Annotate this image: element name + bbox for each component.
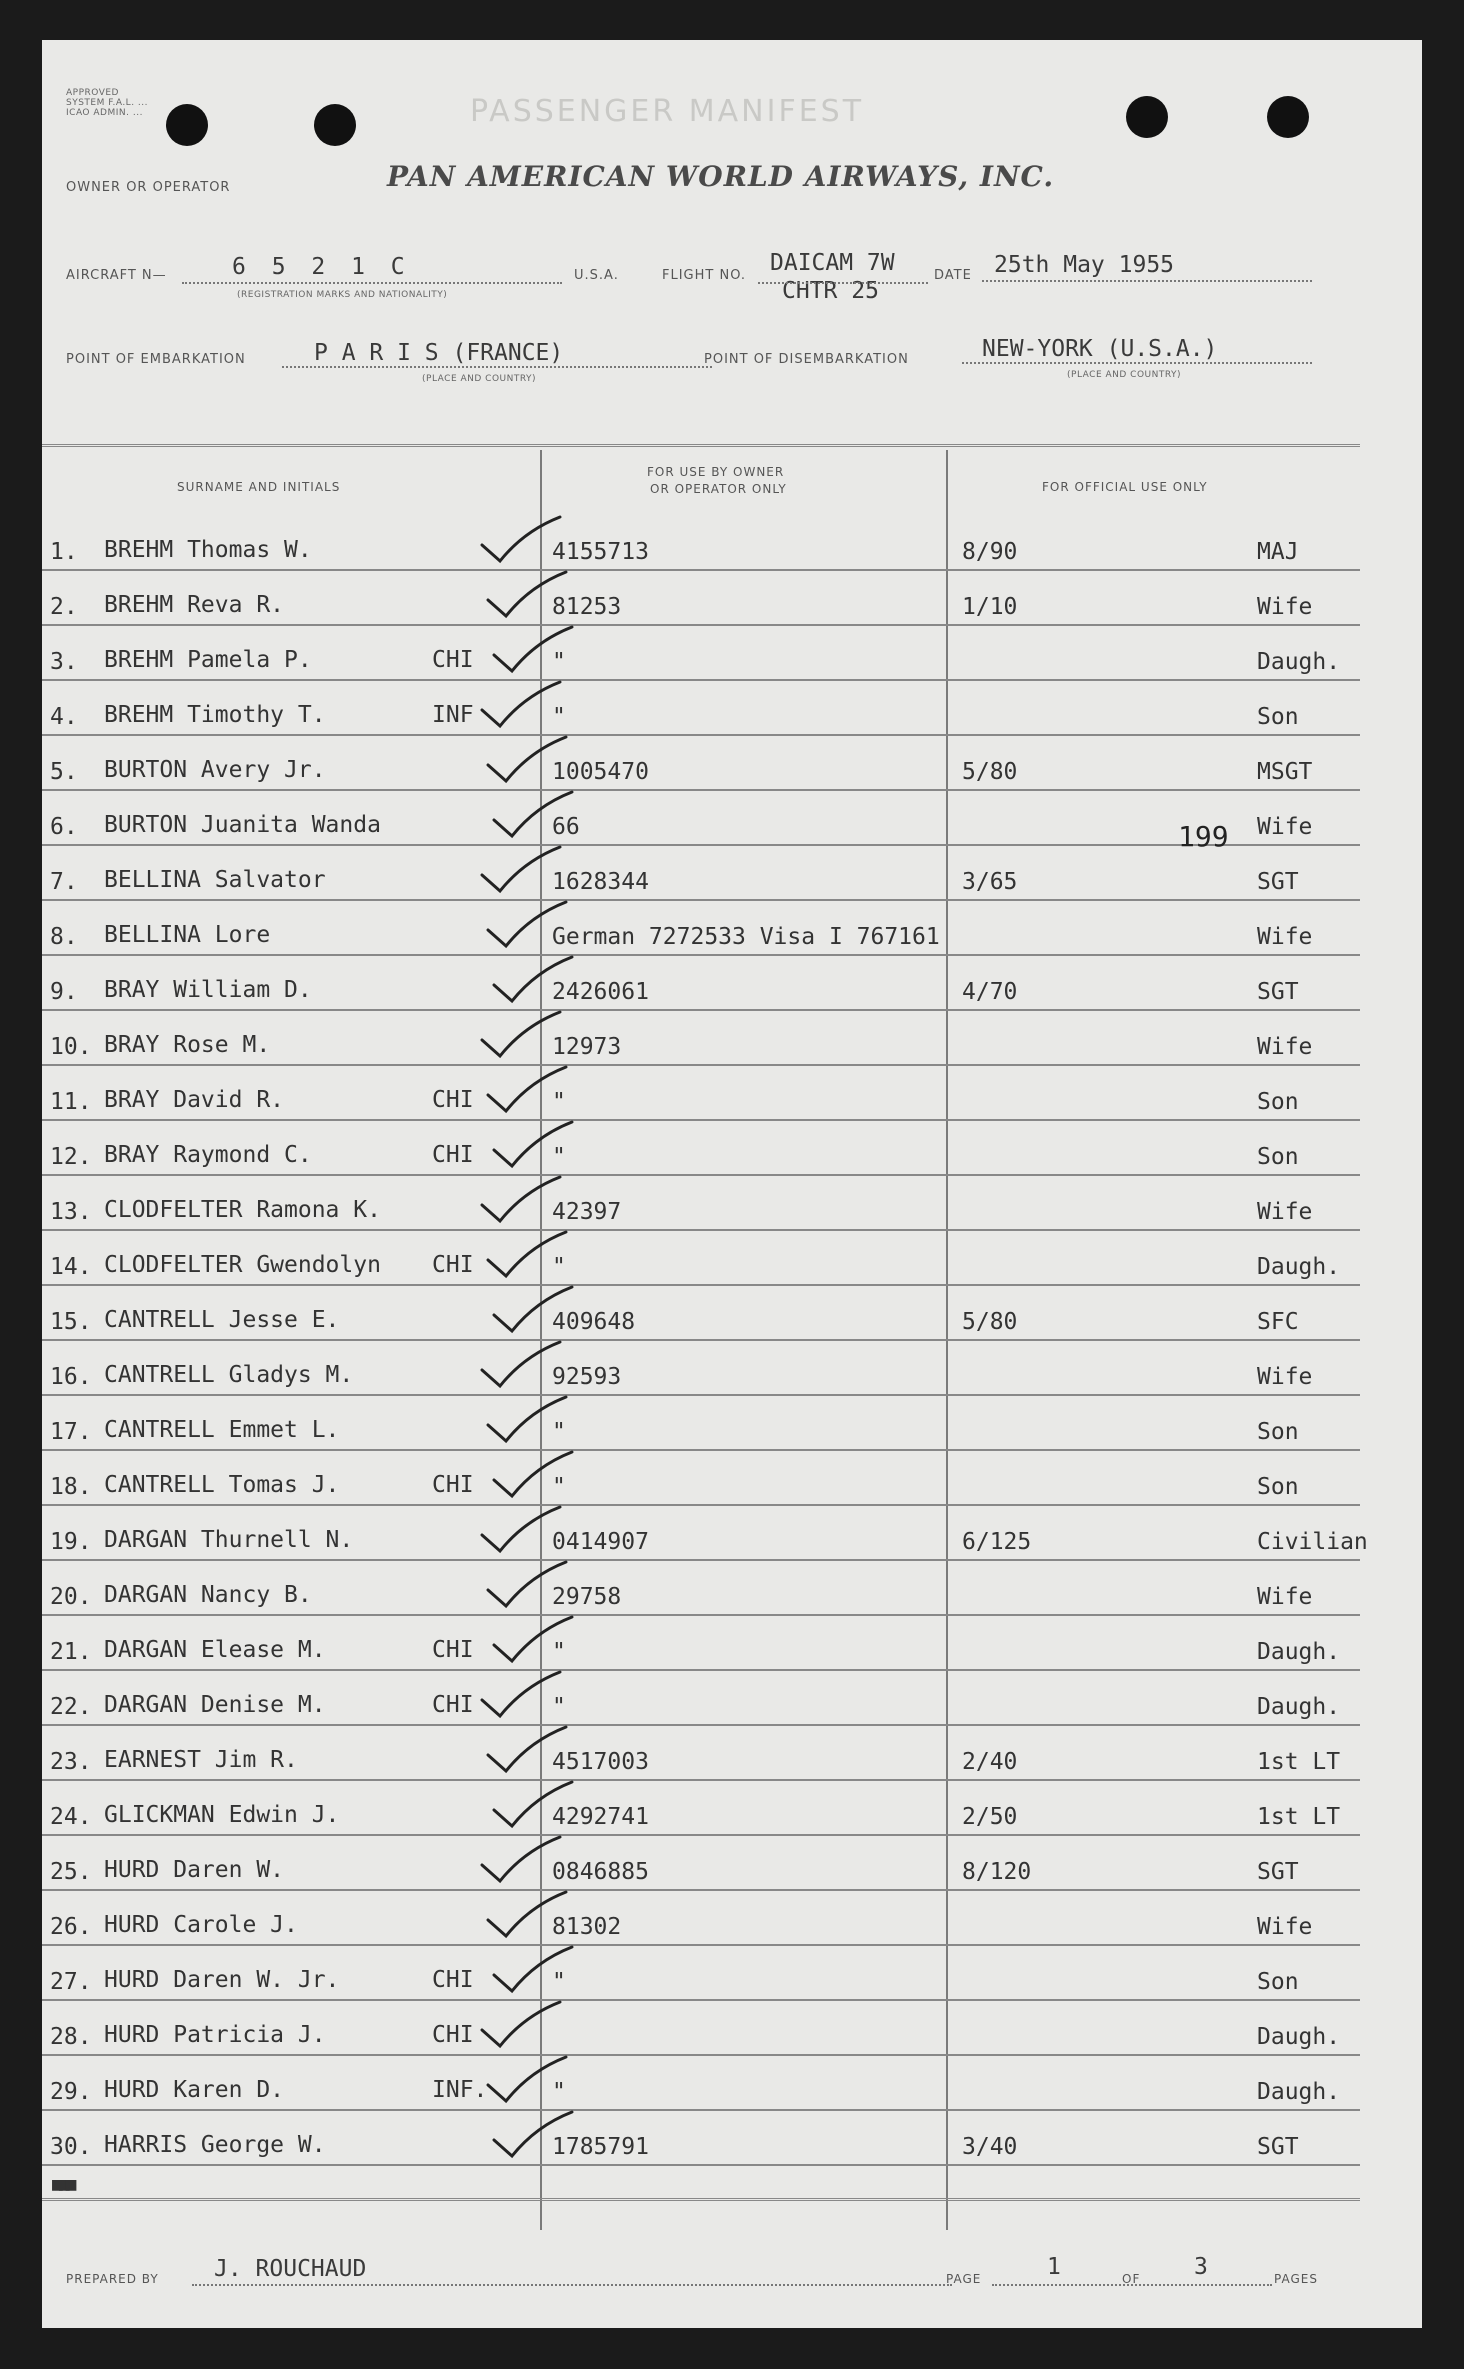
passenger-row (42, 1506, 1368, 1561)
passenger-relation: Daugh. (1257, 1639, 1341, 1665)
passenger-number: 3. (50, 649, 78, 675)
passenger-number: 10. (50, 1034, 92, 1060)
passenger-number: 27. (50, 1969, 92, 1995)
passenger-row (42, 1011, 1360, 1066)
passenger-name: HURD Carole J. (104, 1912, 298, 1938)
passenger-id-number: " (552, 1089, 566, 1115)
check-mark-icon (462, 1171, 592, 1231)
aircraft-dotline (182, 282, 562, 284)
passenger-name: CANTRELL Emmet L. (104, 1417, 340, 1443)
passenger-number: 29. (50, 2079, 92, 2105)
check-mark-icon (462, 566, 592, 626)
passenger-relation: Son (1257, 1089, 1299, 1115)
check-mark-icon (462, 1886, 592, 1946)
passenger-row (42, 571, 1360, 626)
passenger-row (42, 2111, 1360, 2166)
passenger-row (42, 1671, 1360, 1726)
passenger-row (42, 1616, 1360, 1671)
punch-hole-right-2 (1267, 96, 1309, 138)
passenger-name: DARGAN Denise M. (104, 1692, 326, 1718)
passenger-relation: Son (1257, 1419, 1299, 1445)
prepared-label: PREPARED BY (66, 2272, 159, 2286)
passenger-number: 2. (50, 594, 78, 620)
passenger-id-number: " (552, 649, 566, 675)
check-mark-icon (462, 1556, 592, 1616)
date-dotline (982, 280, 1312, 282)
passenger-relation: Son (1257, 1474, 1299, 1500)
passenger-relation: Wife (1257, 1914, 1313, 1940)
passenger-id-number: 12973 (552, 1034, 622, 1060)
passenger-relation: Wife (1257, 1199, 1313, 1225)
passenger-relation: SGT (1257, 869, 1299, 895)
passenger-name: BREHM Thomas W. (104, 537, 312, 563)
check-mark-icon (462, 1721, 592, 1781)
passenger-age-tag: CHI (432, 1252, 474, 1278)
passenger-code: 3/40 (962, 2134, 1018, 2160)
passenger-number: 11. (50, 1089, 92, 1115)
passenger-number: 20. (50, 1584, 92, 1610)
prepared-by: J. ROUCHAUD (214, 2256, 367, 2282)
passenger-name: BRAY Rose M. (104, 1032, 271, 1058)
embark-label: POINT OF EMBARKATION (66, 352, 246, 367)
check-mark-icon (462, 1666, 592, 1726)
passenger-age-tag: CHI (432, 1692, 474, 1718)
passenger-id-number: 29758 (552, 1584, 622, 1610)
passenger-row (42, 1836, 1360, 1891)
passenger-id-number: 0846885 (552, 1859, 649, 1885)
table-bottom-rule (42, 2198, 1360, 2201)
passenger-code: 5/80 (962, 759, 1018, 785)
passenger-relation: Son (1257, 1969, 1299, 1995)
passenger-id-number: " (552, 1254, 566, 1280)
passenger-number: 28. (50, 2024, 92, 2050)
passenger-relation: MSGT (1257, 759, 1313, 785)
check-mark-icon (462, 2051, 592, 2111)
aircraft-caption: (REGISTRATION MARKS AND NATIONALITY) (237, 290, 448, 300)
date-label: DATE (934, 268, 972, 283)
passenger-number: 19. (50, 1529, 92, 1555)
flight-line2: CHTR 25 (782, 278, 879, 304)
manifest-page (42, 40, 1422, 2328)
check-mark-icon (462, 1281, 592, 1341)
disembark-label: POINT OF DISEMBARKATION (704, 352, 909, 367)
passenger-row (42, 1451, 1360, 1506)
passenger-name: HURD Karen D. (104, 2077, 285, 2103)
passenger-relation: Wife (1257, 1364, 1313, 1390)
passenger-name: DARGAN Elease M. (104, 1637, 326, 1663)
passenger-row (42, 1341, 1360, 1396)
passenger-relation: SFC (1257, 1309, 1299, 1335)
aircraft-label: AIRCRAFT N— (66, 268, 167, 283)
table-top-rule (42, 444, 1360, 447)
passenger-code: 2/40 (962, 1749, 1018, 1775)
passenger-id-number: 2426061 (552, 979, 649, 1005)
passenger-number: 4. (50, 704, 78, 730)
passenger-id-number: 92593 (552, 1364, 622, 1390)
col-official-header: FOR OFFICIAL USE ONLY (1042, 480, 1208, 494)
check-mark-icon (462, 1446, 592, 1506)
col-surname-header: SURNAME AND INITIALS (177, 480, 341, 494)
passenger-row (42, 1121, 1360, 1176)
passenger-code: 6/125 (962, 1529, 1032, 1555)
check-mark-icon (462, 1831, 592, 1891)
passenger-relation: 1st LT (1257, 1749, 1341, 1775)
passenger-relation: Daugh. (1257, 2079, 1341, 2105)
embark-caption: (PLACE AND COUNTRY) (422, 374, 537, 384)
passenger-row (42, 1231, 1360, 1286)
check-mark-icon (462, 1006, 592, 1066)
passenger-age-tag: INF (432, 702, 474, 728)
passenger-age-tag: CHI (432, 1142, 474, 1168)
passenger-id-number: " (552, 1474, 566, 1500)
check-mark-icon (462, 1391, 592, 1451)
usa-label: U.S.A. (574, 268, 619, 283)
passenger-row (42, 791, 1360, 846)
passenger-number: 30. (50, 2134, 92, 2160)
passenger-code: 8/120 (962, 1859, 1032, 1885)
passenger-relation: Daugh. (1257, 1694, 1341, 1720)
passenger-number: 16. (50, 1364, 92, 1390)
page-number: 1 (1047, 2254, 1061, 2280)
passenger-number: 25. (50, 1859, 92, 1885)
passenger-code: 4/70 (962, 979, 1018, 1005)
check-mark-icon (462, 786, 592, 846)
passenger-row (42, 1946, 1360, 2001)
passenger-number: 5. (50, 759, 78, 785)
passenger-row (42, 736, 1360, 791)
passenger-row (42, 901, 1360, 956)
passenger-id-number: 1005470 (552, 759, 649, 785)
punch-hole-left-2 (314, 104, 356, 146)
passenger-row (42, 1781, 1360, 1836)
passenger-age-tag: CHI (432, 2022, 474, 2048)
passenger-code: 2/50 (962, 1804, 1018, 1830)
check-mark-icon (462, 1611, 592, 1671)
disembark-caption: (PLACE AND COUNTRY) (1067, 370, 1182, 380)
passenger-name: BELLINA Lore (104, 922, 271, 948)
passenger-row (42, 1396, 1360, 1451)
passenger-name: BREHM Reva R. (104, 592, 285, 618)
passenger-row (42, 1286, 1360, 1341)
passenger-age-tag: INF. (432, 2077, 488, 2103)
flight-dotline (758, 282, 928, 284)
punch-hole-left-1 (166, 104, 208, 146)
passenger-relation: Wife (1257, 814, 1313, 840)
passenger-age-tag: CHI (432, 1472, 474, 1498)
passenger-relation: Son (1257, 704, 1299, 730)
passenger-number: 12. (50, 1144, 92, 1170)
passenger-number: 18. (50, 1474, 92, 1500)
date-value: 25th May 1955 (994, 252, 1175, 278)
passenger-relation: Daugh. (1257, 649, 1341, 675)
passenger-number: 1. (50, 539, 78, 565)
passenger-name: BRAY David R. (104, 1087, 285, 1113)
passenger-code: 5/80 (962, 1309, 1018, 1335)
passenger-name: BURTON Avery Jr. (104, 757, 326, 783)
check-mark-icon (462, 621, 592, 681)
passenger-code: 1/10 (962, 594, 1018, 620)
passenger-relation: Wife (1257, 594, 1313, 620)
passenger-code: 8/90 (962, 539, 1018, 565)
passenger-code: 3/65 (962, 869, 1018, 895)
passenger-relation: Wife (1257, 1034, 1313, 1060)
passenger-relation: SGT (1257, 979, 1299, 1005)
passenger-relation: Son (1257, 1144, 1299, 1170)
passenger-id-number: 4517003 (552, 1749, 649, 1775)
passenger-row (42, 516, 1360, 571)
passenger-name: CANTRELL Gladys M. (104, 1362, 354, 1388)
passenger-id-number: " (552, 1144, 566, 1170)
passenger-age-tag: CHI (432, 1637, 474, 1663)
passenger-row (42, 626, 1360, 681)
check-mark-icon (462, 1776, 592, 1836)
of-label: OF (1122, 2272, 1141, 2286)
punch-hole-right-1 (1126, 96, 1168, 138)
passenger-name: HURD Daren W. Jr. (104, 1967, 340, 1993)
check-mark-icon (462, 1336, 592, 1396)
embark-dotline (282, 366, 712, 368)
check-mark-icon (462, 841, 592, 901)
end-mark: ■■■ (52, 2174, 73, 2195)
embark-value: P A R I S (FRANCE) (314, 340, 564, 366)
passenger-name: CANTRELL Tomas J. (104, 1472, 340, 1498)
passenger-relation: SGT (1257, 1859, 1299, 1885)
check-mark-icon (462, 511, 592, 571)
passenger-name: DARGAN Thurnell N. (104, 1527, 354, 1553)
margin-mark: 199 (1178, 820, 1229, 853)
passenger-id-number: 1628344 (552, 869, 649, 895)
passenger-number: 22. (50, 1694, 92, 1720)
passenger-number: 23. (50, 1749, 92, 1775)
passenger-number: 8. (50, 924, 78, 950)
check-mark-icon (462, 1061, 592, 1121)
passenger-row (42, 956, 1360, 1011)
passenger-id-number: German 7272533 Visa I 767161 (552, 924, 940, 950)
passenger-age-tag: CHI (432, 647, 474, 673)
passenger-row (42, 1891, 1360, 1946)
col-owner-header-1: FOR USE BY OWNER (647, 465, 785, 479)
passenger-name: BREHM Pamela P. (104, 647, 312, 673)
flight-label: FLIGHT NO. (662, 268, 747, 283)
passenger-id-number: 409648 (552, 1309, 636, 1335)
row-rule (42, 2164, 1360, 2166)
passenger-row (42, 2001, 1360, 2056)
disembark-dotline (962, 362, 1312, 364)
passenger-row (42, 1561, 1360, 1616)
check-mark-icon (462, 951, 592, 1011)
passenger-name: HURD Daren W. (104, 1857, 285, 1883)
passenger-number: 17. (50, 1419, 92, 1445)
page-label: PAGE (946, 2272, 982, 2286)
company-name: PAN AMERICAN WORLD AIRWAYS, INC. (387, 160, 1055, 193)
passenger-number: 14. (50, 1254, 92, 1280)
passenger-name: GLICKMAN Edwin J. (104, 1802, 340, 1828)
passenger-relation: Wife (1257, 924, 1313, 950)
passenger-row (42, 681, 1360, 736)
passenger-number: 26. (50, 1914, 92, 1940)
passenger-id-number: " (552, 2079, 566, 2105)
passenger-id-number: 81253 (552, 594, 622, 620)
owner-label: OWNER OR OPERATOR (66, 180, 231, 195)
disembark-value: NEW-YORK (U.S.A.) (982, 336, 1218, 362)
passenger-id-number: " (552, 1419, 566, 1445)
passenger-id-number: 1785791 (552, 2134, 649, 2160)
passenger-relation: Civilian (1257, 1529, 1368, 1555)
check-mark-icon (462, 1501, 592, 1561)
check-mark-icon (462, 1116, 592, 1176)
col-owner-header-2: OR OPERATOR ONLY (650, 482, 787, 496)
passenger-id-number: 0414907 (552, 1529, 649, 1555)
passenger-number: 9. (50, 979, 78, 1005)
passenger-relation: Daugh. (1257, 2024, 1341, 2050)
passenger-name: EARNEST Jim R. (104, 1747, 298, 1773)
approval-note: APPROVED SYSTEM F.A.L. ... ICAO ADMIN. ... (66, 88, 149, 118)
passenger-id-number: 81302 (552, 1914, 622, 1940)
passenger-name: BRAY William D. (104, 977, 312, 1003)
passenger-relation: MAJ (1257, 539, 1299, 565)
passenger-name: BREHM Timothy T. (104, 702, 326, 728)
page-total: 3 (1194, 2254, 1208, 2280)
passenger-number: 15. (50, 1309, 92, 1335)
passenger-name: BELLINA Salvator (104, 867, 326, 893)
passenger-row (42, 1176, 1360, 1231)
passenger-name: DARGAN Nancy B. (104, 1582, 312, 1608)
check-mark-icon (462, 1941, 592, 2001)
check-mark-icon (462, 1226, 592, 1286)
passenger-number: 6. (50, 814, 78, 840)
passenger-number: 24. (50, 1804, 92, 1830)
passenger-id-number: " (552, 1694, 566, 1720)
passenger-list (42, 516, 1368, 2166)
passenger-age-tag: CHI (432, 1967, 474, 1993)
passenger-id-number: " (552, 704, 566, 730)
passenger-row (42, 846, 1360, 901)
form-title: PASSENGER MANIFEST (470, 94, 865, 129)
passenger-number: 21. (50, 1639, 92, 1665)
passenger-row (42, 2056, 1360, 2111)
flight-line1: DAICAM 7W (770, 250, 895, 276)
passenger-row (42, 1726, 1360, 1781)
passenger-name: HARRIS George W. (104, 2132, 326, 2158)
passenger-relation: Daugh. (1257, 1254, 1341, 1280)
passenger-age-tag: CHI (432, 1087, 474, 1113)
passenger-row (42, 1066, 1360, 1121)
check-mark-icon (462, 896, 592, 956)
check-mark-icon (462, 676, 592, 736)
prepared-dotline (192, 2284, 952, 2286)
pages-label: PAGES (1274, 2272, 1318, 2286)
passenger-name: CLODFELTER Ramona K. (104, 1197, 381, 1223)
check-mark-icon (462, 2106, 592, 2166)
passenger-name: BURTON Juanita Wanda (104, 812, 381, 838)
aircraft-value: 6 5 2 1 C (232, 254, 411, 280)
passenger-number: 13. (50, 1199, 92, 1225)
passenger-id-number: " (552, 1639, 566, 1665)
page-dotline (992, 2284, 1272, 2286)
check-mark-icon (462, 1996, 592, 2056)
passenger-name: CANTRELL Jesse E. (104, 1307, 340, 1333)
passenger-id-number: 66 (552, 814, 580, 840)
passenger-relation: Wife (1257, 1584, 1313, 1610)
passenger-number: 7. (50, 869, 78, 895)
passenger-relation: SGT (1257, 2134, 1299, 2160)
passenger-id-number: 42397 (552, 1199, 622, 1225)
passenger-name: HURD Patricia J. (104, 2022, 326, 2048)
passenger-id-number: " (552, 1969, 566, 1995)
passenger-name: CLODFELTER Gwendolyn (104, 1252, 381, 1278)
passenger-id-number: 4292741 (552, 1804, 649, 1830)
passenger-name: BRAY Raymond C. (104, 1142, 312, 1168)
passenger-relation: 1st LT (1257, 1804, 1341, 1830)
passenger-id-number: 4155713 (552, 539, 649, 565)
check-mark-icon (462, 731, 592, 791)
